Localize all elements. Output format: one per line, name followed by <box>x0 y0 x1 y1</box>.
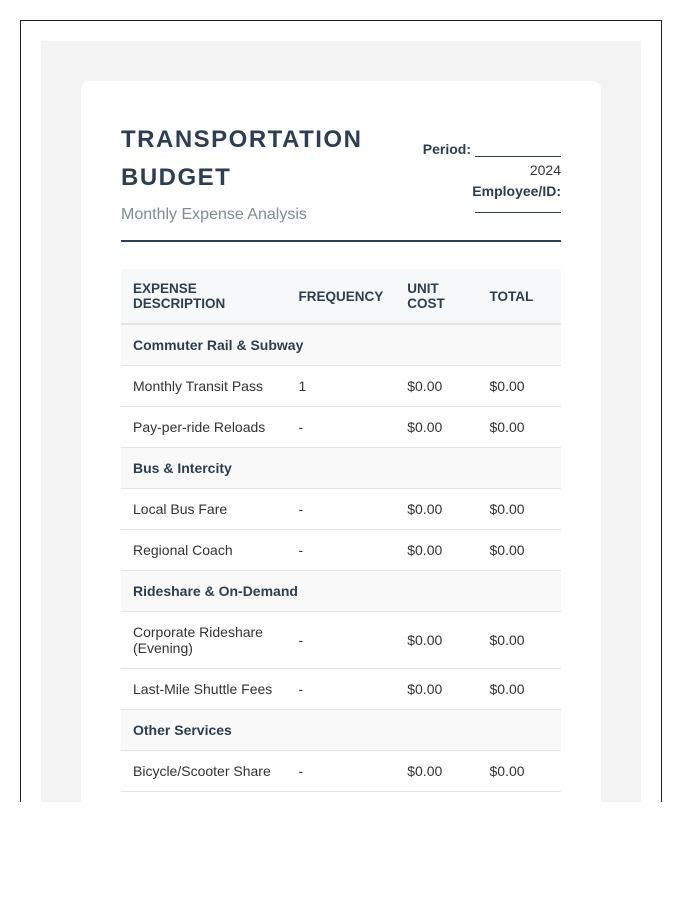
expense-table <box>121 269 561 792</box>
category-row <box>121 710 561 751</box>
row-unit-cost: $0.00 <box>395 530 477 571</box>
page-background <box>41 41 641 802</box>
row-frequency: - <box>286 407 395 448</box>
page-frame <box>20 20 662 802</box>
category-row <box>121 571 561 612</box>
document-title-line-2: BUDGET <box>121 164 232 191</box>
row-frequency: - <box>286 530 395 571</box>
category-label: Other Services <box>121 710 561 751</box>
row-total: $0.00 <box>478 612 561 669</box>
table-row <box>121 612 561 669</box>
category-label: Commuter Rail & Subway <box>121 324 561 366</box>
table-row <box>121 669 561 710</box>
row-unit-cost: $0.00 <box>395 669 477 710</box>
budget-document <box>81 81 601 802</box>
row-total: $0.00 <box>478 366 561 407</box>
column-header-unit-cost: UNIT COST <box>395 269 477 324</box>
column-header-description: EXPENSE DESCRIPTION <box>121 269 286 324</box>
document-meta <box>341 141 561 213</box>
category-label: Rideshare & On-Demand <box>121 571 561 612</box>
row-description: Regional Coach <box>121 530 286 571</box>
row-frequency: - <box>286 489 395 530</box>
document-header <box>121 121 561 242</box>
table-row <box>121 489 561 530</box>
table-row <box>121 366 561 407</box>
document-title-line-1: TRANSPORTATION <box>121 126 363 153</box>
employee-id-label: Employee/ID: <box>472 183 561 199</box>
table-header-row <box>121 269 561 324</box>
row-frequency: - <box>286 612 395 669</box>
row-description: Bicycle/Scooter Share <box>121 751 286 792</box>
row-total: $0.00 <box>478 407 561 448</box>
row-total: $0.00 <box>478 489 561 530</box>
row-total: $0.00 <box>478 751 561 792</box>
period-label: Period: <box>422 141 471 157</box>
category-row <box>121 448 561 489</box>
row-unit-cost: $0.00 <box>395 407 477 448</box>
row-description: Local Bus Fare <box>121 489 286 530</box>
table-row <box>121 751 561 792</box>
row-description: Pay-per-ride Reloads <box>121 407 286 448</box>
period-blank-line <box>475 142 561 157</box>
employee-id-blank-line <box>475 211 561 213</box>
period-value: 2024 <box>529 162 561 178</box>
row-unit-cost: $0.00 <box>395 751 477 792</box>
row-unit-cost: $0.00 <box>395 489 477 530</box>
document-subtitle: Monthly Expense Analysis <box>121 206 307 223</box>
row-total: $0.00 <box>478 669 561 710</box>
row-unit-cost: $0.00 <box>395 366 477 407</box>
category-row <box>121 324 561 366</box>
table-row <box>121 530 561 571</box>
row-total: $0.00 <box>478 530 561 571</box>
category-label: Bus & Intercity <box>121 448 561 489</box>
period-row <box>341 141 561 157</box>
table-row <box>121 407 561 448</box>
row-description: Monthly Transit Pass <box>121 366 286 407</box>
column-header-frequency: FREQUENCY <box>286 269 395 324</box>
row-description: Corporate Rideshare (Evening) <box>121 612 286 669</box>
row-description: Last-Mile Shuttle Fees <box>121 669 286 710</box>
column-header-total: TOTAL <box>478 269 561 324</box>
row-unit-cost: $0.00 <box>395 612 477 669</box>
row-frequency: - <box>286 669 395 710</box>
row-frequency: 1 <box>286 366 395 407</box>
row-frequency: - <box>286 751 395 792</box>
